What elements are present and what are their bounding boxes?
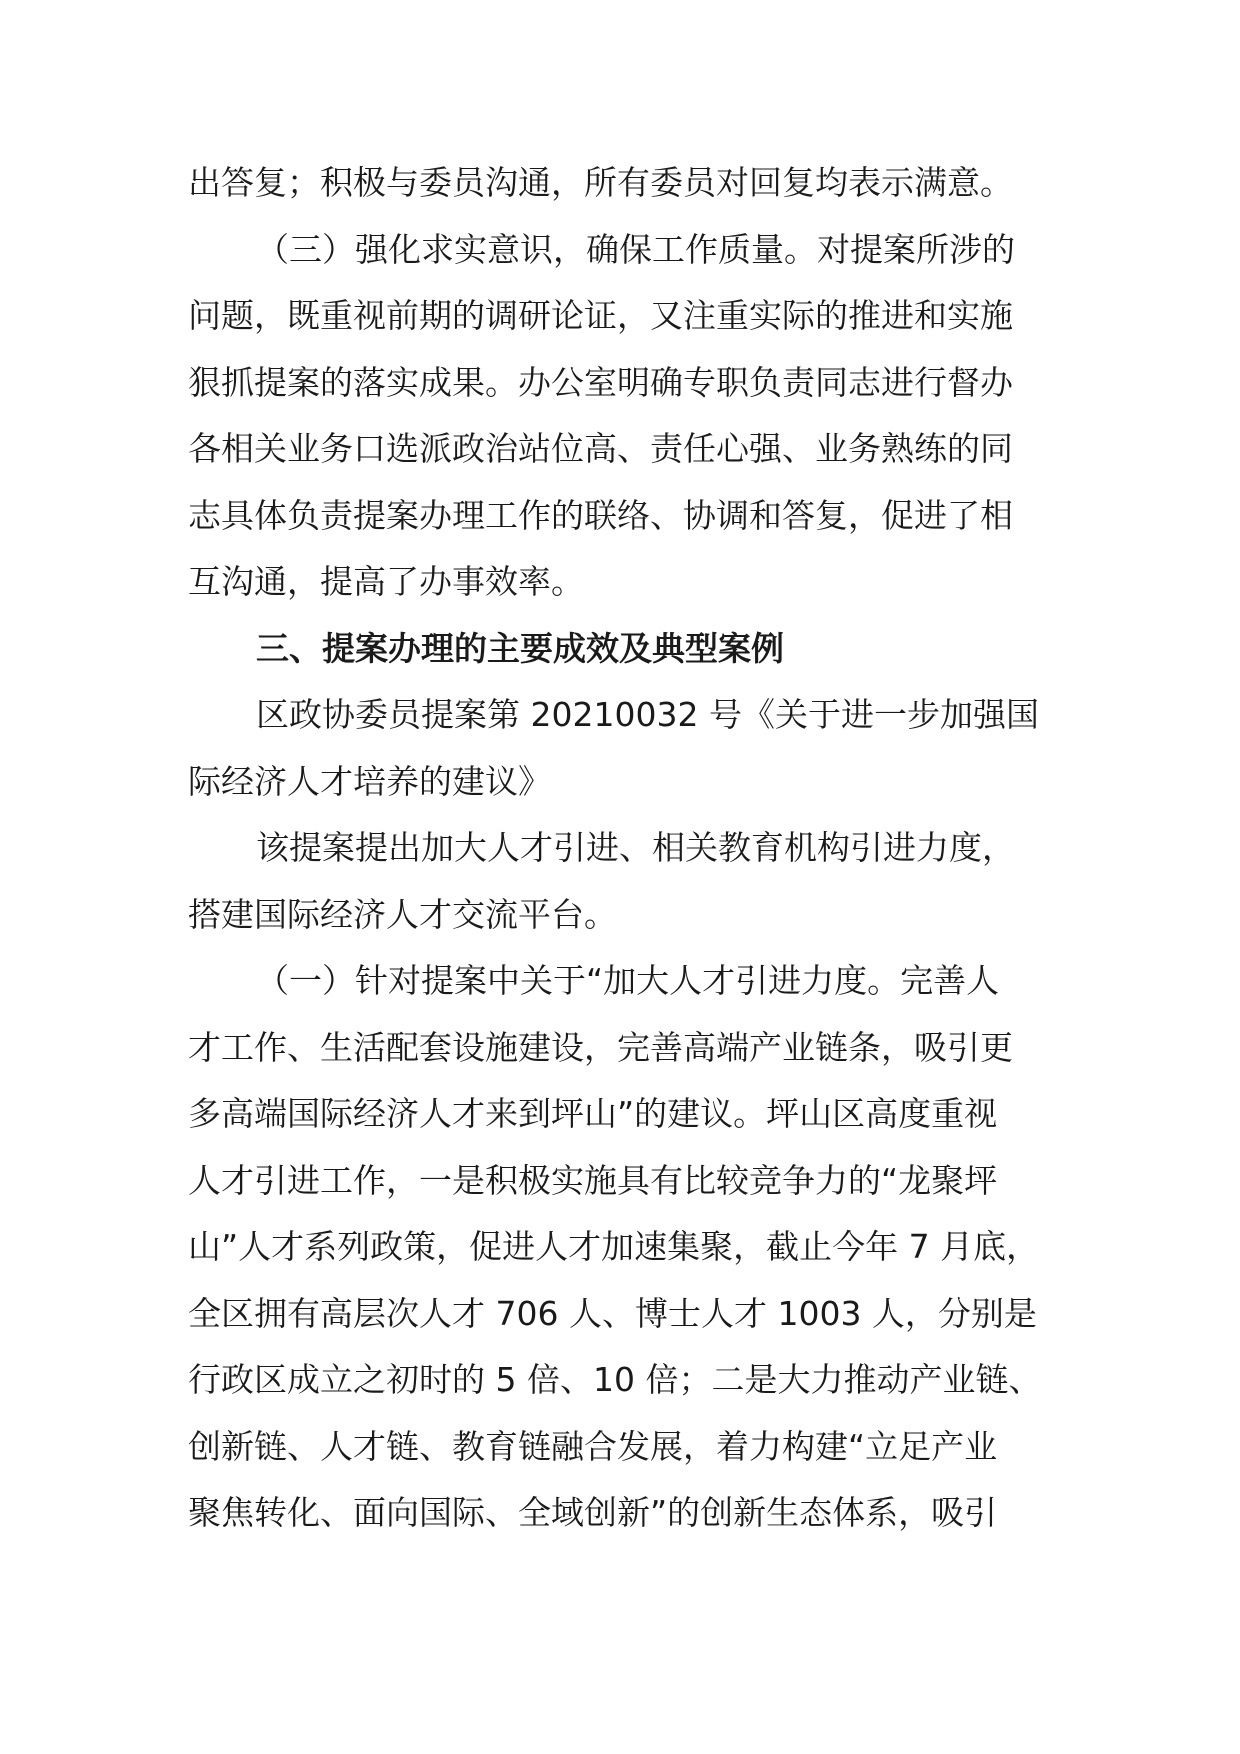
document-body [188, 150, 1088, 1547]
text-line: 搭建国际经济人才交流平台。 [188, 894, 617, 934]
text-line: 际经济人才培养的建议》 [188, 761, 551, 801]
text-line: 狠抓提案的落实成果。办公室明确专职负责同志进行督办 [188, 362, 1013, 402]
text-line: 人才引进工作，一是积极实施具有比较竞争力的“龙聚坪 [188, 1160, 998, 1200]
text-line: 各相关业务口选派政治站位高、责任心强、业务熟练的同 [188, 429, 1013, 468]
text-line: 多高端国际经济人才来到坪山”的建议。坪山区高度重视 [188, 1094, 998, 1133]
text-line: （一）针对提案中关于“加大人才引进力度。完善人 [256, 961, 1000, 1000]
text-line: 该提案提出加大人才引进、相关教育机构引进力度， [256, 828, 1015, 867]
text-line: 行政区成立之初时的 5 倍、10 倍；二是大力推动产业链、 [188, 1360, 1042, 1399]
text-line: 区政协委员提案第 20210032 号《关于进一步加强国 [256, 695, 1039, 734]
text-line: （三）强化求实意识，确保工作质量。对提案所涉的 [256, 229, 1015, 269]
text-line: 聚焦转化、面向国际、全域创新”的创新生态体系，吸引 [188, 1493, 998, 1532]
text-line: 才工作、生活配套设施建设，完善高端产业链条，吸引更 [188, 1027, 1013, 1067]
text-line: 志具体负责提案办理工作的联络、协调和答复，促进了相 [188, 495, 1013, 535]
text-line: 互沟通，提高了办事效率。 [188, 562, 584, 601]
text-line: 全区拥有高层次人才 706 人、博士人才 1003 人，分别是 [188, 1293, 1037, 1333]
section-heading: 三、提案办理的主要成效及典型案例 [256, 628, 784, 668]
text-line: 创新链、人才链、教育链融合发展，着力构建“立足产业 [188, 1426, 998, 1466]
text-line: 问题，既重视前期的调研论证，又注重实际的推进和实施 [188, 296, 1013, 335]
text-line: 山”人才系列政策，促进人才加速集聚，截止今年 7 月底， [188, 1227, 1040, 1266]
text-line: 出答复；积极与委员沟通，所有委员对回复均表示满意。 [188, 163, 1013, 202]
